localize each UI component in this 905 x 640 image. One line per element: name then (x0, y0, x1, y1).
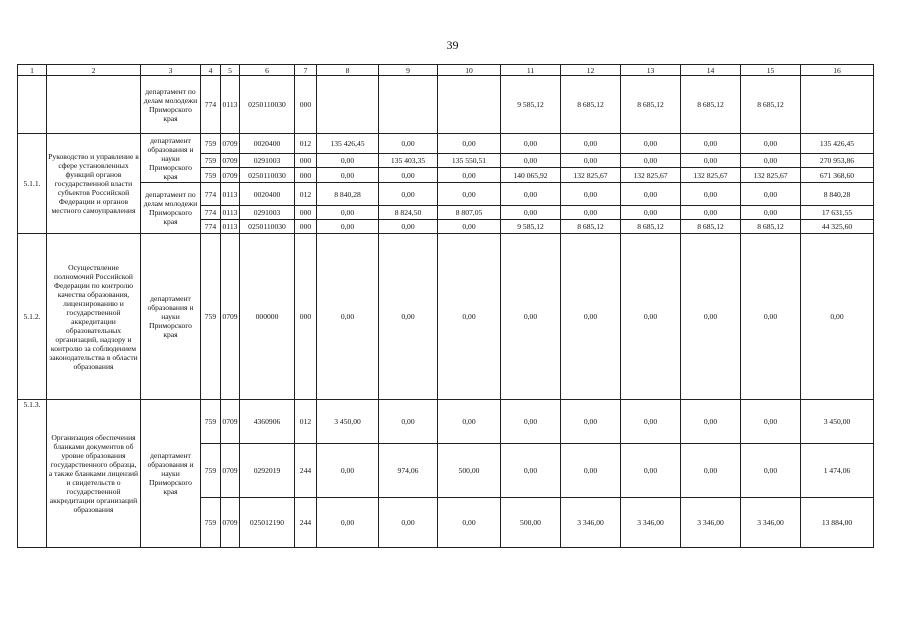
data-cell: 0,00 (501, 206, 561, 220)
data-cell: 140 065,92 (501, 168, 561, 183)
data-cell: 0292019 (240, 444, 295, 498)
data-cell: 132 825,67 (561, 168, 621, 183)
data-cell: 0709 (221, 168, 240, 183)
data-cell: 0,00 (379, 234, 438, 400)
data-cell: 0,00 (681, 154, 741, 168)
data-cell (801, 76, 874, 134)
agency-cell: департамент образования и науки Приморского края (141, 134, 201, 183)
data-cell: 0,00 (317, 168, 379, 183)
data-cell: 0,00 (561, 134, 621, 154)
data-cell: 000 (295, 168, 317, 183)
data-cell: 8 840,28 (801, 183, 874, 206)
data-cell: 0,00 (741, 154, 801, 168)
data-cell: 44 325,60 (801, 220, 874, 234)
data-cell: 0113 (221, 183, 240, 206)
data-cell: 0,00 (438, 234, 501, 400)
data-cell: 132 825,67 (621, 168, 681, 183)
header-cell: 9 (379, 65, 438, 76)
data-cell: 759 (201, 234, 221, 400)
data-cell: 0,00 (621, 183, 681, 206)
data-cell: 0709 (221, 154, 240, 168)
data-cell: 0,00 (681, 444, 741, 498)
data-cell: 500,00 (438, 444, 501, 498)
data-cell: 500,00 (501, 498, 561, 548)
data-cell: 0,00 (561, 183, 621, 206)
data-cell: 3 346,00 (741, 498, 801, 548)
data-cell: 0,00 (681, 206, 741, 220)
data-cell: 0,00 (741, 234, 801, 400)
data-cell: 759 (201, 498, 221, 548)
data-cell: 0,00 (501, 234, 561, 400)
data-cell: 025012190 (240, 498, 295, 548)
data-cell: 0291003 (240, 206, 295, 220)
data-cell: 9 585,12 (501, 76, 561, 134)
data-cell: 0250110030 (240, 220, 295, 234)
data-cell: 0,00 (561, 444, 621, 498)
data-cell: 0,00 (621, 206, 681, 220)
data-cell: 0,00 (561, 206, 621, 220)
data-cell: 759 (201, 400, 221, 444)
data-cell: 0,00 (501, 154, 561, 168)
data-cell: 774 (201, 76, 221, 134)
table-row (18, 76, 874, 134)
data-cell: 0,00 (621, 154, 681, 168)
event-title-cell: Организация обеспечения бланками документов об уровне образования государственного образца, а также бланками лицензий и свидетельств о государственной аккредитации организаций образования (47, 400, 141, 548)
header-cell: 16 (801, 65, 874, 76)
data-cell: 0,00 (801, 234, 874, 400)
data-cell: 3 346,00 (561, 498, 621, 548)
data-cell: 0,00 (621, 234, 681, 400)
data-cell: 0,00 (561, 234, 621, 400)
data-cell: 8 685,12 (741, 220, 801, 234)
data-cell: 0,00 (501, 444, 561, 498)
agency-cell: департамент образования и науки Приморского края (141, 234, 201, 400)
data-cell: 000 (295, 154, 317, 168)
header-cell: 6 (240, 65, 295, 76)
data-cell: 135 403,35 (379, 154, 438, 168)
header-cell: 14 (681, 65, 741, 76)
agency-cell: департамент образования и науки Приморского края (141, 400, 201, 548)
header-cell: 12 (561, 65, 621, 76)
data-cell: 000 (295, 206, 317, 220)
data-cell: 0,00 (621, 134, 681, 154)
table-row (18, 183, 874, 206)
data-cell: 0709 (221, 134, 240, 154)
data-cell: 0,00 (501, 183, 561, 206)
table-row (18, 134, 874, 154)
data-cell: 0,00 (379, 168, 438, 183)
data-cell: 0709 (221, 400, 240, 444)
data-cell: 3 450,00 (801, 400, 874, 444)
data-cell: 8 685,12 (741, 76, 801, 134)
data-cell: 135 426,45 (317, 134, 379, 154)
data-cell: 8 685,12 (681, 220, 741, 234)
data-cell: 012 (295, 134, 317, 154)
data-cell: 0,00 (741, 400, 801, 444)
data-cell (438, 76, 501, 134)
data-cell: 0,00 (317, 206, 379, 220)
data-cell: 0,00 (438, 183, 501, 206)
header-cell: 1 (18, 65, 47, 76)
header-cell: 2 (47, 65, 141, 76)
row-number-cell: 5.1.3. (18, 400, 47, 548)
data-cell: 0113 (221, 220, 240, 234)
data-cell: 0,00 (379, 498, 438, 548)
data-cell: 0709 (221, 498, 240, 548)
data-cell: 0,00 (379, 220, 438, 234)
data-cell: 759 (201, 168, 221, 183)
data-cell: 8 685,12 (621, 76, 681, 134)
data-cell: 0,00 (379, 400, 438, 444)
data-cell: 0,00 (561, 400, 621, 444)
data-cell: 0020400 (240, 183, 295, 206)
header-cell: 8 (317, 65, 379, 76)
data-cell: 8 807,05 (438, 206, 501, 220)
data-cell: 974,06 (379, 444, 438, 498)
header-row (18, 65, 874, 76)
data-cell: 012 (295, 183, 317, 206)
data-cell: 759 (201, 134, 221, 154)
data-cell: 0,00 (438, 400, 501, 444)
table-row (18, 400, 874, 444)
data-cell: 0,00 (741, 183, 801, 206)
data-cell: 0250110030 (240, 168, 295, 183)
data-cell: 8 685,12 (561, 76, 621, 134)
header-cell: 13 (621, 65, 681, 76)
data-cell: 774 (201, 206, 221, 220)
header-cell: 10 (438, 65, 501, 76)
data-cell: 3 450,00 (317, 400, 379, 444)
data-cell: 0,00 (501, 400, 561, 444)
data-cell: 0,00 (741, 444, 801, 498)
data-cell: 3 346,00 (681, 498, 741, 548)
data-cell: 0291003 (240, 154, 295, 168)
data-cell: 0,00 (379, 134, 438, 154)
data-cell: 0,00 (379, 183, 438, 206)
data-cell: 244 (295, 444, 317, 498)
data-cell: 000 (295, 220, 317, 234)
data-cell: 000000 (240, 234, 295, 400)
data-cell: 8 685,12 (621, 220, 681, 234)
agency-cell: департамент по делам молодежи Приморского края (141, 183, 201, 234)
data-cell: 17 631,55 (801, 206, 874, 220)
data-cell: 0,00 (438, 220, 501, 234)
data-cell: 9 585,12 (501, 220, 561, 234)
data-cell: 759 (201, 154, 221, 168)
data-cell: 0,00 (681, 234, 741, 400)
data-cell (379, 76, 438, 134)
data-cell: 0,00 (681, 183, 741, 206)
data-cell (317, 76, 379, 134)
data-cell: 0,00 (317, 234, 379, 400)
data-cell: 0,00 (741, 206, 801, 220)
row-number-cell: 5.1.1. (18, 134, 47, 234)
data-cell: 0,00 (438, 168, 501, 183)
data-cell: 0709 (221, 234, 240, 400)
header-cell: 4 (201, 65, 221, 76)
data-cell: 0,00 (317, 154, 379, 168)
data-cell: 0020400 (240, 134, 295, 154)
data-cell: 0,00 (317, 220, 379, 234)
data-cell: 759 (201, 444, 221, 498)
data-cell: 774 (201, 183, 221, 206)
data-cell: 012 (295, 400, 317, 444)
data-cell: 0,00 (621, 444, 681, 498)
data-cell: 0,00 (317, 444, 379, 498)
data-cell: 8 685,12 (561, 220, 621, 234)
data-cell: 0,00 (741, 134, 801, 154)
header-cell: 11 (501, 65, 561, 76)
data-cell: 000 (295, 76, 317, 134)
data-cell: 0,00 (561, 154, 621, 168)
data-cell: 774 (201, 220, 221, 234)
budget-table (17, 64, 874, 548)
data-cell: 0,00 (438, 134, 501, 154)
data-cell: 8 685,12 (681, 76, 741, 134)
row-number-cell: 5.1.2. (18, 234, 47, 400)
data-cell: 0,00 (317, 498, 379, 548)
data-cell: 0,00 (438, 498, 501, 548)
data-cell: 0113 (221, 206, 240, 220)
event-title-cell: Осуществление полномочий Российской Федерации по контролю качества образования, лицензированию и государственной аккредитации образовательных организаций, надзору и контролю за соблюдением законодательства в области образования (47, 234, 141, 400)
row-number-cell (18, 76, 47, 134)
data-cell: 135 550,51 (438, 154, 501, 168)
data-cell: 8 840,28 (317, 183, 379, 206)
data-cell: 135 426,45 (801, 134, 874, 154)
data-cell: 244 (295, 498, 317, 548)
data-cell: 0709 (221, 444, 240, 498)
agency-cell: департамент по делам молодежи Приморского края (141, 76, 201, 134)
event-title-cell (47, 76, 141, 134)
page-number: 39 (446, 38, 459, 52)
table-row (18, 234, 874, 400)
data-cell: 3 346,00 (621, 498, 681, 548)
data-cell: 671 368,60 (801, 168, 874, 183)
data-cell: 1 474,06 (801, 444, 874, 498)
header-cell: 5 (221, 65, 240, 76)
data-cell: 000 (295, 234, 317, 400)
data-cell: 0,00 (681, 400, 741, 444)
data-cell: 270 953,86 (801, 154, 874, 168)
header-cell: 15 (741, 65, 801, 76)
data-cell: 132 825,67 (681, 168, 741, 183)
data-cell: 0,00 (501, 134, 561, 154)
data-cell: 0113 (221, 76, 240, 134)
header-cell: 7 (295, 65, 317, 76)
data-cell: 132 825,67 (741, 168, 801, 183)
data-cell: 4360906 (240, 400, 295, 444)
event-title-cell: Руководство и управление в сфере установленных функций органов государственной власти субъектов Российской Федерации и органов местного самоуправления (47, 134, 141, 234)
data-cell: 0250110030 (240, 76, 295, 134)
data-cell: 8 824,50 (379, 206, 438, 220)
data-cell: 0,00 (681, 134, 741, 154)
data-cell: 13 884,00 (801, 498, 874, 548)
header-cell: 3 (141, 65, 201, 76)
data-cell: 0,00 (621, 400, 681, 444)
